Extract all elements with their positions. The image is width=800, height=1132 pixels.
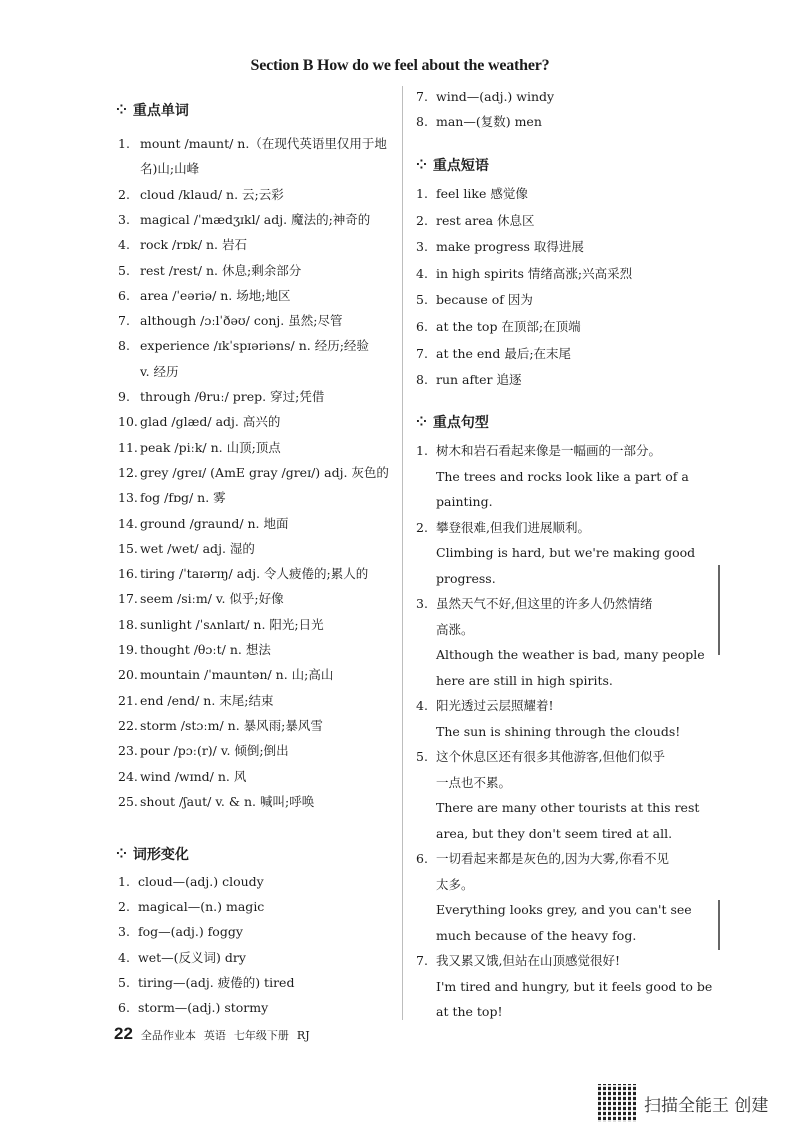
vocab-item	[118, 161, 199, 177]
vocab-item	[118, 718, 323, 734]
sentence-line-text: 这个休息区还有很多其他游客,但他们似乎	[436, 749, 665, 764]
sentence-line-text: at the top!	[436, 1004, 503, 1019]
vocab-item-number: 5.	[118, 262, 130, 278]
vocab-item-text: rock /rɒk/ n. 岩石	[140, 237, 247, 253]
vocab-item-text: shout /ʃaut/ v. & n. 喊叫;呼唤	[140, 793, 315, 809]
sentence-line	[416, 724, 680, 740]
sentence-line-number: 7.	[416, 953, 428, 968]
vocab-item-text: mount /maunt/ n.（在现代英语里仅用于地	[140, 136, 387, 151]
sentence-line-text: I'm tired and hungry, but it feels good to be	[436, 978, 713, 994]
vocab-item-text: thought /θɔːt/ n. 想法	[140, 642, 271, 657]
phrase-item	[416, 186, 528, 202]
word-form-item	[416, 89, 554, 105]
phrases-heading-label: 重点短语	[432, 158, 489, 174]
vocab-item	[118, 288, 290, 304]
sentence-line-number: 2.	[416, 519, 428, 535]
section-bullet-icon: ⁘	[416, 157, 427, 173]
vocab-item-text: wind /wɪnd/ n. 风	[140, 768, 247, 784]
forms-heading-label: 词形变化	[132, 847, 189, 863]
sentence-line	[416, 443, 661, 459]
word-form-item	[118, 899, 264, 915]
word-form-item-number: 6.	[118, 1000, 130, 1015]
column-divider	[402, 86, 403, 1020]
phrase-item-number: 7.	[416, 345, 428, 361]
sentence-line-text: progress.	[436, 570, 496, 586]
sentence-line	[416, 928, 636, 944]
vocab-item-number: 14.	[118, 515, 138, 531]
vocab-item-text: glad /glæd/ adj. 高兴的	[140, 414, 281, 430]
word-form-item	[118, 950, 246, 966]
phrase-item	[416, 239, 584, 255]
binding-mark	[718, 565, 720, 655]
vocab-item-text: although /ɔːlˈðəʊ/ conj. 虽然;尽管	[140, 313, 343, 329]
vocab-item-number: 8.	[118, 338, 130, 354]
subject-name: 英语	[203, 1029, 226, 1042]
vocab-item-text: 名)山;山峰	[140, 161, 200, 177]
phrase-item-text: run after 追逐	[436, 372, 522, 388]
vocab-item-text: grey /greɪ/ (AmE gray /greɪ/) adj. 灰色的	[140, 464, 389, 480]
vocab-item	[118, 187, 284, 203]
sentence-line-number: 4.	[416, 698, 428, 713]
sentence-line	[416, 877, 474, 893]
scanner-watermark	[598, 1084, 768, 1122]
word-form-item-text: magical—(n.) magic	[138, 899, 265, 915]
section-bullet-icon: ⁘	[116, 846, 127, 862]
vocab-item-text: tiring /ˈtaɪərɪŋ/ adj. 令人疲倦的;累人的	[140, 566, 369, 582]
phrase-item-number: 1.	[416, 186, 428, 201]
vocab-item-text: wet /wet/ adj. 湿的	[140, 540, 255, 556]
vocab-item-text: fog /fɒg/ n. 雾	[140, 490, 226, 506]
vocab-item-text: seem /siːm/ v. 似乎;好像	[140, 591, 284, 607]
vocab-item	[118, 338, 369, 354]
sentence-line	[416, 902, 692, 918]
vocab-item-text: experience /ɪkˈspɪəriəns/ n. 经历;经验	[140, 338, 369, 354]
vocab-heading	[116, 100, 189, 120]
vocab-item-number: 23.	[118, 743, 138, 759]
vocab-item-text: end /end/ n. 末尾;结束	[140, 692, 274, 708]
scanner-label: 扫描全能王 创建	[644, 1095, 769, 1116]
sentence-line	[416, 545, 695, 561]
phrase-item-text: make progress 取得进展	[436, 239, 584, 255]
sentence-line-text: here are still in high spirits.	[436, 672, 613, 688]
sentence-line	[416, 673, 613, 689]
vocab-item-number: 10.	[118, 414, 138, 430]
vocab-item	[118, 465, 389, 481]
vocab-item	[118, 263, 301, 279]
book-name: 全品作业本	[140, 1029, 196, 1042]
phrase-item-text: at the end 最后;在末尾	[436, 345, 572, 361]
sentence-line-text: 一点也不累。	[436, 774, 512, 790]
vocab-item-number: 13.	[118, 490, 138, 506]
qr-code-icon	[598, 1084, 636, 1122]
vocab-item	[118, 313, 342, 329]
sentence-line-text: painting.	[436, 494, 493, 509]
vocab-item-number: 16.	[118, 566, 138, 582]
sentence-line	[416, 826, 672, 842]
vocab-item-text: sunlight /ˈsʌnlaɪt/ n. 阳光;日光	[140, 616, 324, 632]
sentence-line	[416, 851, 669, 867]
phrase-item-number: 4.	[416, 265, 428, 281]
sentence-line	[416, 571, 496, 587]
vocab-item-text: pour /pɔː(r)/ v. 倾倒;倒出	[140, 743, 289, 759]
vocab-item-text: magical /ˈmædʒɪkl/ adj. 魔法的;神奇的	[140, 211, 371, 227]
vocab-item-text: cloud /klaud/ n. 云;云彩	[140, 186, 284, 202]
vocab-item	[118, 389, 324, 405]
word-form-item-text: man—(复数) men	[436, 114, 542, 129]
phrase-item-text: because of 因为	[436, 292, 533, 308]
sentence-line-text: There are many other tourists at this rest	[436, 800, 700, 815]
vocab-item-number: 25.	[118, 793, 138, 809]
vocab-item-text: peak /piːk/ n. 山顶;顶点	[140, 439, 281, 455]
section-bullet-icon: ⁘	[416, 414, 427, 430]
sentence-line-number: 1.	[416, 443, 428, 458]
vocab-item-text: storm /stɔːm/ n. 暴风雨;暴风雪	[140, 717, 323, 733]
vocab-item-number: 9.	[118, 389, 130, 404]
sentence-line-text: Climbing is hard, but we're making good	[436, 545, 696, 560]
vocab-item	[118, 414, 280, 430]
vocab-item	[118, 769, 246, 785]
vocab-item-number: 15.	[118, 540, 138, 556]
sentence-line	[416, 1004, 502, 1020]
phrase-item	[416, 319, 581, 335]
vocab-item	[118, 693, 273, 709]
word-form-item-number: 7.	[416, 89, 428, 104]
sentence-line-text: The sun is shining through the clouds!	[436, 723, 681, 739]
vocab-item-number: 2.	[118, 186, 130, 202]
sentence-line-text: 太多。	[436, 876, 474, 892]
vocab-item	[118, 566, 368, 582]
word-form-item-text: fog—(adj.) foggy	[138, 924, 243, 940]
vocab-item	[118, 490, 226, 506]
vocab-item-number: 4.	[118, 237, 130, 253]
sentence-line-text: 阳光透过云层照耀着!	[436, 698, 554, 713]
vocab-item-number: 21.	[118, 692, 138, 708]
sentence-line	[416, 647, 705, 663]
phrase-item	[416, 213, 535, 229]
vocab-item	[118, 617, 324, 633]
edition-code: RJ	[296, 1029, 310, 1042]
grade-name: 七年级下册	[233, 1029, 289, 1042]
vocab-item-text: through /θruː/ prep. 穿过;凭借	[140, 389, 325, 404]
word-form-item-text: cloud—(adj.) cloudy	[138, 874, 264, 889]
word-form-item-text: storm—(adj.) stormy	[138, 1000, 269, 1015]
vocab-item-text: area /ˈeəriə/ n. 场地;地区	[140, 287, 291, 303]
sentence-line	[416, 622, 474, 638]
sentence-line	[416, 953, 620, 969]
sentence-line-text: The trees and rocks look like a part of a	[436, 468, 689, 484]
vocab-item	[118, 212, 370, 228]
vocab-item-number: 18.	[118, 616, 138, 632]
word-form-item-number: 8.	[416, 114, 428, 129]
vocab-item-number: 20.	[118, 667, 138, 683]
vocab-item	[118, 237, 247, 253]
section-bullet-icon: ⁘	[116, 102, 127, 118]
binding-mark	[718, 900, 720, 950]
word-form-item-text: wet—(反义词) dry	[138, 949, 246, 965]
word-form-item-text: tiring—(adj. 疲倦的) tired	[138, 974, 295, 990]
vocab-item-number: 6.	[118, 287, 130, 303]
page-footer	[114, 1024, 318, 1044]
vocab-item	[118, 364, 179, 380]
phrases-heading	[416, 155, 489, 175]
word-form-item-number: 3.	[118, 924, 130, 940]
phrase-item-text: in high spirits 情绪高涨;兴高采烈	[436, 265, 633, 281]
sentence-line-text: area, but they don't seem tired at all.	[436, 825, 673, 841]
sentences-heading	[416, 412, 489, 432]
sentence-line	[416, 800, 699, 816]
forms-heading	[116, 844, 189, 864]
sentence-line-number: 3.	[416, 596, 428, 611]
vocab-item-number: 24.	[118, 768, 138, 784]
word-form-item-number: 5.	[118, 974, 130, 990]
vocab-item-number: 17.	[118, 591, 138, 607]
sentence-line	[416, 494, 493, 510]
phrase-item-number: 6.	[416, 319, 428, 334]
sentence-line-text: Everything looks grey, and you can't see	[436, 902, 692, 917]
vocab-item-text: rest /rest/ n. 休息;剩余部分	[140, 262, 302, 278]
phrase-item-number: 3.	[416, 239, 428, 255]
vocab-item-number: 7.	[118, 313, 130, 329]
word-form-item	[118, 975, 294, 991]
sentence-line-text: 虽然天气不好,但这里的许多人仍然情绪	[436, 596, 653, 611]
word-form-item	[118, 874, 264, 890]
sentence-line	[416, 979, 712, 995]
sentence-line-text: much because of the heavy fog.	[436, 927, 637, 943]
vocab-item-text: v. 经历	[140, 363, 179, 379]
vocab-item-number: 3.	[118, 211, 130, 227]
vocab-item	[118, 667, 333, 683]
phrase-item-text: at the top 在顶部;在顶端	[436, 319, 581, 334]
phrase-item-text: feel like 感觉像	[436, 186, 528, 201]
section-title: Section B How do we feel about the weather?	[250, 57, 550, 74]
vocab-item	[118, 642, 271, 658]
vocab-item-number: 19.	[118, 642, 138, 657]
vocab-item-text: mountain /ˈmauntən/ n. 山;高山	[140, 667, 334, 683]
vocab-item	[118, 591, 284, 607]
word-form-item-text: wind—(adj.) windy	[436, 89, 555, 104]
phrase-item-number: 8.	[416, 372, 428, 388]
word-form-item-number: 2.	[118, 899, 130, 915]
phrase-item	[416, 372, 522, 388]
vocab-item-number: 11.	[118, 439, 138, 455]
sentence-line-number: 5.	[416, 749, 428, 764]
vocab-item-number: 12.	[118, 464, 138, 480]
sentence-line-text: 攀登很难,但我们进展顺利。	[436, 519, 590, 535]
sentence-line	[416, 469, 689, 485]
phrase-item-number: 5.	[416, 292, 428, 308]
vocab-item	[118, 541, 255, 557]
vocab-heading-label: 重点单词	[132, 103, 189, 119]
word-form-item-number: 4.	[118, 949, 130, 965]
phrase-item	[416, 346, 571, 362]
phrase-item-number: 2.	[416, 212, 428, 228]
sentence-line	[416, 596, 652, 612]
word-form-item	[416, 114, 542, 130]
phrase-item	[416, 266, 632, 282]
vocab-item	[118, 136, 387, 152]
vocab-item-number: 22.	[118, 717, 138, 733]
word-form-item-number: 1.	[118, 874, 130, 889]
sentence-line	[416, 520, 590, 536]
word-form-item	[118, 924, 243, 940]
vocab-item-text: ground /graund/ n. 地面	[140, 515, 289, 531]
sentence-line	[416, 749, 665, 765]
sentence-line-number: 6.	[416, 851, 428, 866]
sentences-heading-label: 重点句型	[432, 415, 489, 431]
vocab-item-number: 1.	[118, 136, 130, 151]
page-number: 22	[114, 1024, 133, 1043]
vocab-item	[118, 516, 289, 532]
sentence-line-text: 高涨。	[436, 621, 474, 637]
vocab-item	[118, 794, 314, 810]
phrase-item	[416, 292, 533, 308]
sentence-line	[416, 698, 554, 714]
sentence-line-text: 我又累又饿,但站在山顶感觉很好!	[436, 953, 620, 968]
vocab-item	[118, 440, 281, 456]
sentence-line-text: 树木和岩石看起来像是一幅画的一部分。	[436, 443, 662, 458]
sentence-line-text: Although the weather is bad, many people	[436, 647, 705, 662]
sentence-line	[416, 775, 511, 791]
vocab-item	[118, 743, 289, 759]
phrase-item-text: rest area 休息区	[436, 212, 535, 228]
word-form-item	[118, 1000, 268, 1016]
sentence-line-text: 一切看起来都是灰色的,因为大雾,你看不见	[436, 851, 669, 866]
